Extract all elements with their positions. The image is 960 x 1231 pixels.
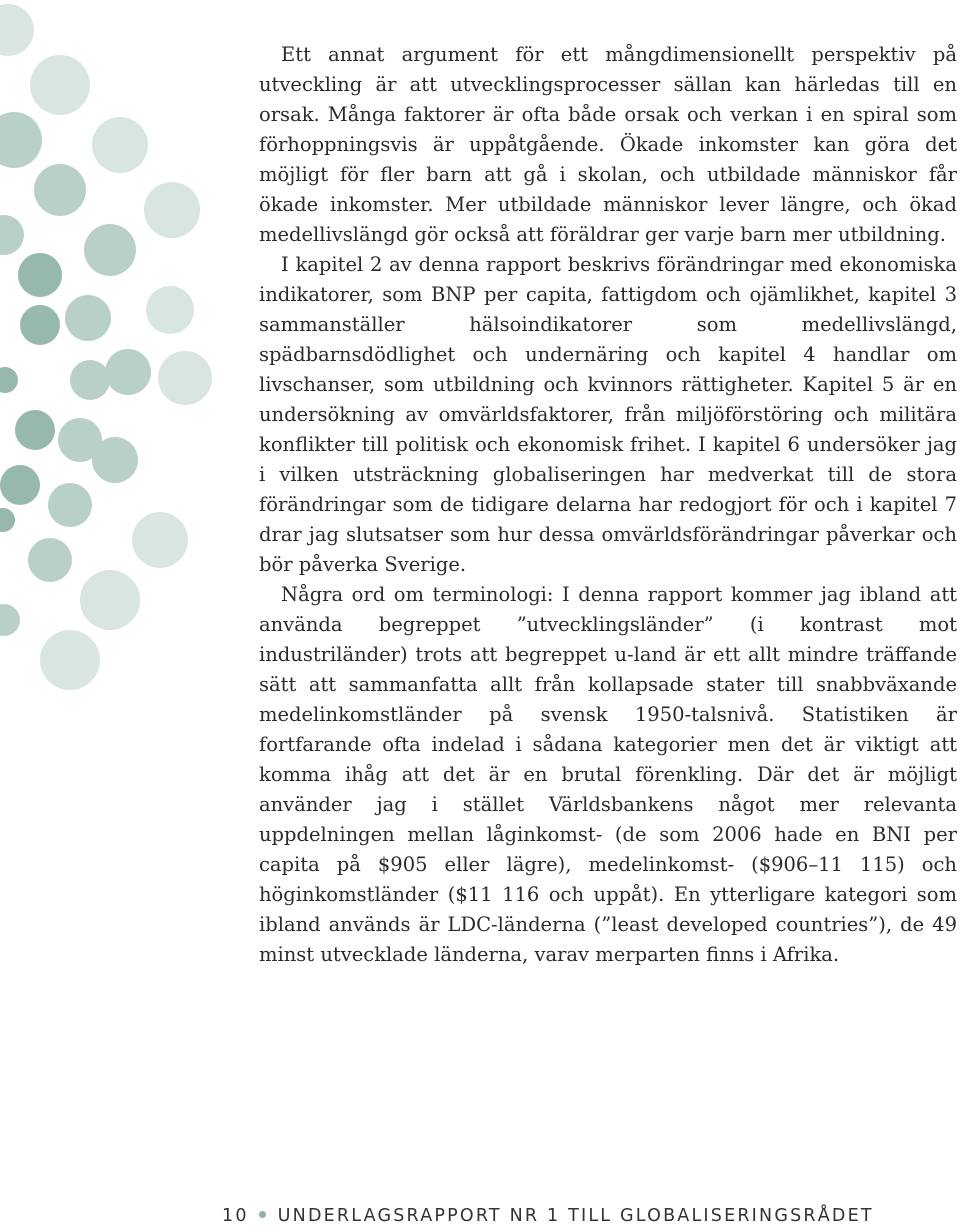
decorative-dot bbox=[84, 224, 136, 276]
decorative-dot bbox=[48, 483, 92, 527]
decorative-dot bbox=[144, 182, 200, 238]
decorative-dot bbox=[0, 215, 24, 255]
decorative-dot bbox=[28, 538, 72, 582]
decorative-dot bbox=[105, 349, 151, 395]
decorative-dot bbox=[80, 570, 140, 630]
decorative-dot bbox=[30, 55, 90, 115]
paragraph-2: I kapitel 2 av denna rapport beskrivs förändringar med ekonomiska indikatorer, som BNP per capita, fattigdom och ojämlikhet, kapitel 3 sammanställer hälsoindikatorer som medellivslängd, spädbarnsdödlighet och undernäring och kapitel 4 handlar om livschanser, som utbildning och kvinnors rättigheter. Kapitel 5 är en undersökning av omvärldsfaktorer, från miljöförstöring och militära konflikter till politisk och ekonomisk frihet. I kapitel 6 undersöker jag i vilken utsträckning globaliseringen har medverkat till de stora förändringar som de tidigare delarna har redogjort för och i kapitel 7 drar jag slutsatser som hur dessa omvärldsförändringar påverkar och bör påverka Sverige. bbox=[259, 253, 957, 576]
decorative-dot bbox=[0, 604, 20, 636]
decorative-dot bbox=[18, 253, 62, 297]
decorative-dot bbox=[132, 512, 188, 568]
decorative-dot bbox=[92, 117, 148, 173]
decorative-dot bbox=[40, 630, 100, 690]
decorative-dot bbox=[20, 305, 60, 345]
running-title: UNDERLAGSRAPPORT NR 1 TILL GLOBALISERINGSRÅDET bbox=[277, 1206, 874, 1226]
dot-pattern-icon bbox=[0, 0, 260, 720]
page-number: 10 bbox=[222, 1206, 249, 1226]
paragraph-1: Ett annat argument för ett mångdimensionellt perspektiv på utveckling är att utvecklingsprocesser sällan kan härledas till en orsak. Många faktorer är ofta både orsak och verkan i en spiral som förhoppningsvis är uppåtgående. Ökade inkomster kan göra det möjligt för fler barn att gå i skolan, och utbildade människor får ökade inkomster. Mer utbildade människor lever längre, och ökad medellivslängd gör också att föräldrar ger varje barn mer utbildning. bbox=[259, 43, 957, 246]
paragraph-3: Några ord om terminologi: I denna rapport kommer jag ibland att använda begreppet ”utvecklingsländer” (i kontrast mot industriländer) trots att begreppet u-land är ett allt mindre träffande sätt att sammanfatta allt från kollapsade stater till snabbväxande medelinkomstländer på svensk 1950-talsnivå. Statistiken är fortfarande ofta indelad i sådana kategorier men det är viktigt att komma ihåg att det är en brutal förenkling. Där det är möjligt använder jag i stället Världsbankens något mer relevanta uppdelningen mellan låginkomst- (de som 2006 hade en BNI per capita på $905 eller lägre), medelinkomst- ($906–11 115) och höginkomstländer ($11 116 och uppåt). En ytterligare kategori som ibland används är LDC-länderna (”least developed countries”), de 49 minst utvecklade länderna, varav merparten finns i Afrika. bbox=[259, 583, 957, 966]
decorative-dot bbox=[65, 295, 111, 341]
decorative-dot bbox=[92, 437, 138, 483]
page-footer bbox=[222, 1206, 922, 1226]
decorative-dot bbox=[0, 465, 40, 505]
decorative-dot bbox=[0, 112, 42, 168]
decorative-dot bbox=[158, 351, 212, 405]
decorative-dot bbox=[0, 4, 34, 56]
decorative-dot bbox=[0, 508, 15, 532]
decorative-dot bbox=[34, 164, 86, 216]
decorative-dot bbox=[146, 286, 194, 334]
decorative-dot bbox=[70, 360, 110, 400]
decorative-dot bbox=[0, 367, 18, 393]
bullet-icon bbox=[259, 1211, 266, 1218]
decorative-dot bbox=[15, 410, 55, 450]
body-text bbox=[259, 40, 957, 970]
